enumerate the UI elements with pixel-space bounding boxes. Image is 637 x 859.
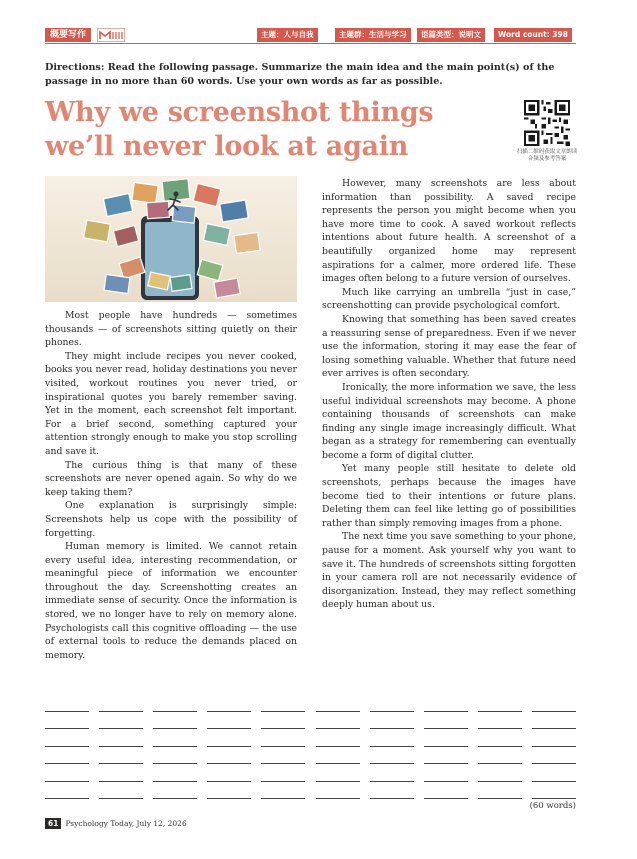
paragraph: One explanation is surprisingly simple: Screenshots help us cope with the possibility of forgetting. bbox=[45, 500, 297, 539]
answer-blank[interactable] bbox=[45, 746, 89, 747]
answer-line-row[interactable] bbox=[45, 747, 576, 765]
answer-line-row[interactable] bbox=[45, 764, 576, 782]
paragraph: Yet many people still hesitate to delete old screenshots, perhaps because the images have become tied to their intentions or future plans. Deleting them can feel like letting go of possibilities rather than simply removing images from a phone. bbox=[322, 463, 576, 529]
answer-blank[interactable] bbox=[45, 781, 89, 782]
word-limit-note: (60 words) bbox=[529, 801, 576, 811]
page-number: 61 bbox=[45, 818, 61, 829]
answer-blank[interactable] bbox=[424, 763, 468, 764]
article-column-left bbox=[45, 309, 297, 662]
answer-blank[interactable] bbox=[45, 798, 89, 799]
banner-rule bbox=[45, 43, 576, 44]
answer-blank[interactable] bbox=[45, 711, 89, 712]
tag-text-type: 语篇类型：说明文 bbox=[417, 28, 485, 42]
answer-blank[interactable] bbox=[532, 746, 576, 747]
answer-blank[interactable] bbox=[99, 763, 143, 764]
answer-blank[interactable] bbox=[478, 781, 522, 782]
paragraph: The next time you save something to your phone, pause for a moment. Ask yourself why you want to save it. The hundreds of screenshots sitting forgotten in your camera roll are not necessarily evidence of disorganization. Instead, they may reflect something deeply human about us. bbox=[322, 531, 576, 611]
answer-blank[interactable] bbox=[532, 798, 576, 799]
answer-blank[interactable] bbox=[370, 746, 414, 747]
answer-blank[interactable] bbox=[99, 711, 143, 712]
answer-blank[interactable] bbox=[424, 798, 468, 799]
answer-blank[interactable] bbox=[370, 728, 414, 729]
answer-blank[interactable] bbox=[370, 798, 414, 799]
answer-blank[interactable] bbox=[478, 746, 522, 747]
paragraph: Human memory is limited. We cannot retain every useful idea, interesting recommendation, or meaningful piece of information we encounter throughout the day. Screenshotting creates an immediate sense of security. Once the information is stored, we no longer have to rely on memory alone. Psychologists call this cognitive offloading — the use of external tools to reduce the demands placed on memory. bbox=[45, 541, 297, 661]
answer-blank[interactable] bbox=[316, 711, 360, 712]
answer-blank[interactable] bbox=[153, 711, 197, 712]
answer-blank[interactable] bbox=[153, 798, 197, 799]
source-citation: Psychology Today, July 12, 2026 bbox=[65, 819, 187, 828]
answer-blank[interactable] bbox=[207, 781, 251, 782]
section-label: 概要写作 bbox=[45, 28, 91, 42]
answer-blank[interactable] bbox=[45, 763, 89, 764]
answer-blank[interactable] bbox=[99, 746, 143, 747]
answer-blank[interactable] bbox=[207, 746, 251, 747]
answer-blank[interactable] bbox=[424, 728, 468, 729]
answer-blank[interactable] bbox=[153, 763, 197, 764]
answer-blank[interactable] bbox=[207, 728, 251, 729]
paragraph: Most people have hundreds — sometimes thousands — of screenshots sitting quietly on their phones. bbox=[45, 310, 297, 349]
paragraph: Ironically, the more information we save, the less useful individual screenshots may become. A phone containing thousands of screenshots can make finding any single image increasingly difficult. What began as a strategy for remembering can eventually become a form of digital clutter. bbox=[322, 381, 576, 461]
answer-blank[interactable] bbox=[478, 711, 522, 712]
answer-blank[interactable] bbox=[370, 781, 414, 782]
answer-blank[interactable] bbox=[261, 781, 305, 782]
section-banner bbox=[45, 28, 576, 42]
paragraph: They might include recipes you never cooked, books you never read, holiday destinations you never visited, workout routines you never tried, or inspirational quotes you barely remember saving. Yet in the moment, each screenshot felt important. For a brief second, something captured your attention strongly enough to make you stop scrolling and save it. bbox=[45, 350, 297, 457]
answer-blank[interactable] bbox=[261, 711, 305, 712]
answer-blank[interactable] bbox=[532, 781, 576, 782]
article-column-right bbox=[322, 177, 576, 612]
answer-blank[interactable] bbox=[424, 781, 468, 782]
qr-caption: 扫描二维码获取文章朗读音频及参考答案 bbox=[516, 149, 578, 162]
answer-blank[interactable] bbox=[316, 798, 360, 799]
answer-blank[interactable] bbox=[261, 763, 305, 764]
answer-blank[interactable] bbox=[478, 763, 522, 764]
answer-blank[interactable] bbox=[316, 763, 360, 764]
answer-blank[interactable] bbox=[99, 728, 143, 729]
answer-blank[interactable] bbox=[261, 728, 305, 729]
answer-blank[interactable] bbox=[99, 798, 143, 799]
answer-blank[interactable] bbox=[478, 728, 522, 729]
answer-blank[interactable] bbox=[261, 798, 305, 799]
tag-theme: 主题：人与自我 bbox=[257, 28, 318, 42]
paragraph: Knowing that something has been saved creates a reassuring sense of preparedness. Even if we never use the information, storing it may ease the fear of losing something valuable. Whether that future need ever arrives is often secondary. bbox=[322, 313, 576, 380]
column-logo-icon bbox=[97, 28, 125, 42]
answer-blank[interactable] bbox=[153, 781, 197, 782]
paragraph: The curious thing is that many of these screenshots are never opened again. So why do we keep taking them? bbox=[45, 459, 297, 498]
paragraph: However, many screenshots are less about information than possibility. A saved recipe represents the person you might become when you have more time to cook. A saved workout reflects intentions about future health. A screenshot of a beautifully organized home may represent aspirations for a calmer, more ordered life. These images often belong to a future version of ourselves. bbox=[322, 178, 576, 285]
answer-line-row[interactable] bbox=[45, 694, 576, 712]
article-title bbox=[45, 96, 465, 164]
answer-blank[interactable] bbox=[478, 798, 522, 799]
answer-blank[interactable] bbox=[316, 728, 360, 729]
qr-code-icon[interactable] bbox=[524, 100, 570, 146]
answer-blank[interactable] bbox=[261, 746, 305, 747]
title-line-1: Why we screenshot things bbox=[45, 97, 434, 128]
answer-blank[interactable] bbox=[370, 763, 414, 764]
answer-line-row[interactable] bbox=[45, 729, 576, 747]
summary-answer-lines[interactable] bbox=[45, 694, 576, 799]
answer-blank[interactable] bbox=[532, 728, 576, 729]
page-footer bbox=[45, 818, 187, 829]
answer-blank[interactable] bbox=[532, 763, 576, 764]
answer-blank[interactable] bbox=[370, 711, 414, 712]
title-line-2: we’ll never look at again bbox=[45, 131, 409, 162]
answer-blank[interactable] bbox=[153, 746, 197, 747]
answer-blank[interactable] bbox=[99, 781, 143, 782]
answer-blank[interactable] bbox=[207, 798, 251, 799]
answer-blank[interactable] bbox=[532, 711, 576, 712]
answer-blank[interactable] bbox=[316, 746, 360, 747]
tag-theme-group: 主题群：生活与学习 bbox=[335, 28, 411, 42]
answer-blank[interactable] bbox=[207, 711, 251, 712]
answer-line-row[interactable] bbox=[45, 782, 576, 800]
answer-blank[interactable] bbox=[45, 728, 89, 729]
answer-blank[interactable] bbox=[153, 728, 197, 729]
answer-blank[interactable] bbox=[316, 781, 360, 782]
tag-word-count: Word count: 398 bbox=[494, 28, 572, 42]
answer-blank[interactable] bbox=[424, 746, 468, 747]
answer-line-row[interactable] bbox=[45, 712, 576, 730]
paragraph: Much like carrying an umbrella “just in case,” screenshotting can provide psychological comfort. bbox=[322, 286, 576, 312]
phone-screenshots-illustration bbox=[45, 176, 297, 302]
answer-blank[interactable] bbox=[424, 711, 468, 712]
directions: Directions: Read the following passage. Summarize the main idea and the main point(s) of the passage in no more than 60 words. Use your own words as far as possible. bbox=[45, 62, 555, 87]
answer-blank[interactable] bbox=[207, 763, 251, 764]
